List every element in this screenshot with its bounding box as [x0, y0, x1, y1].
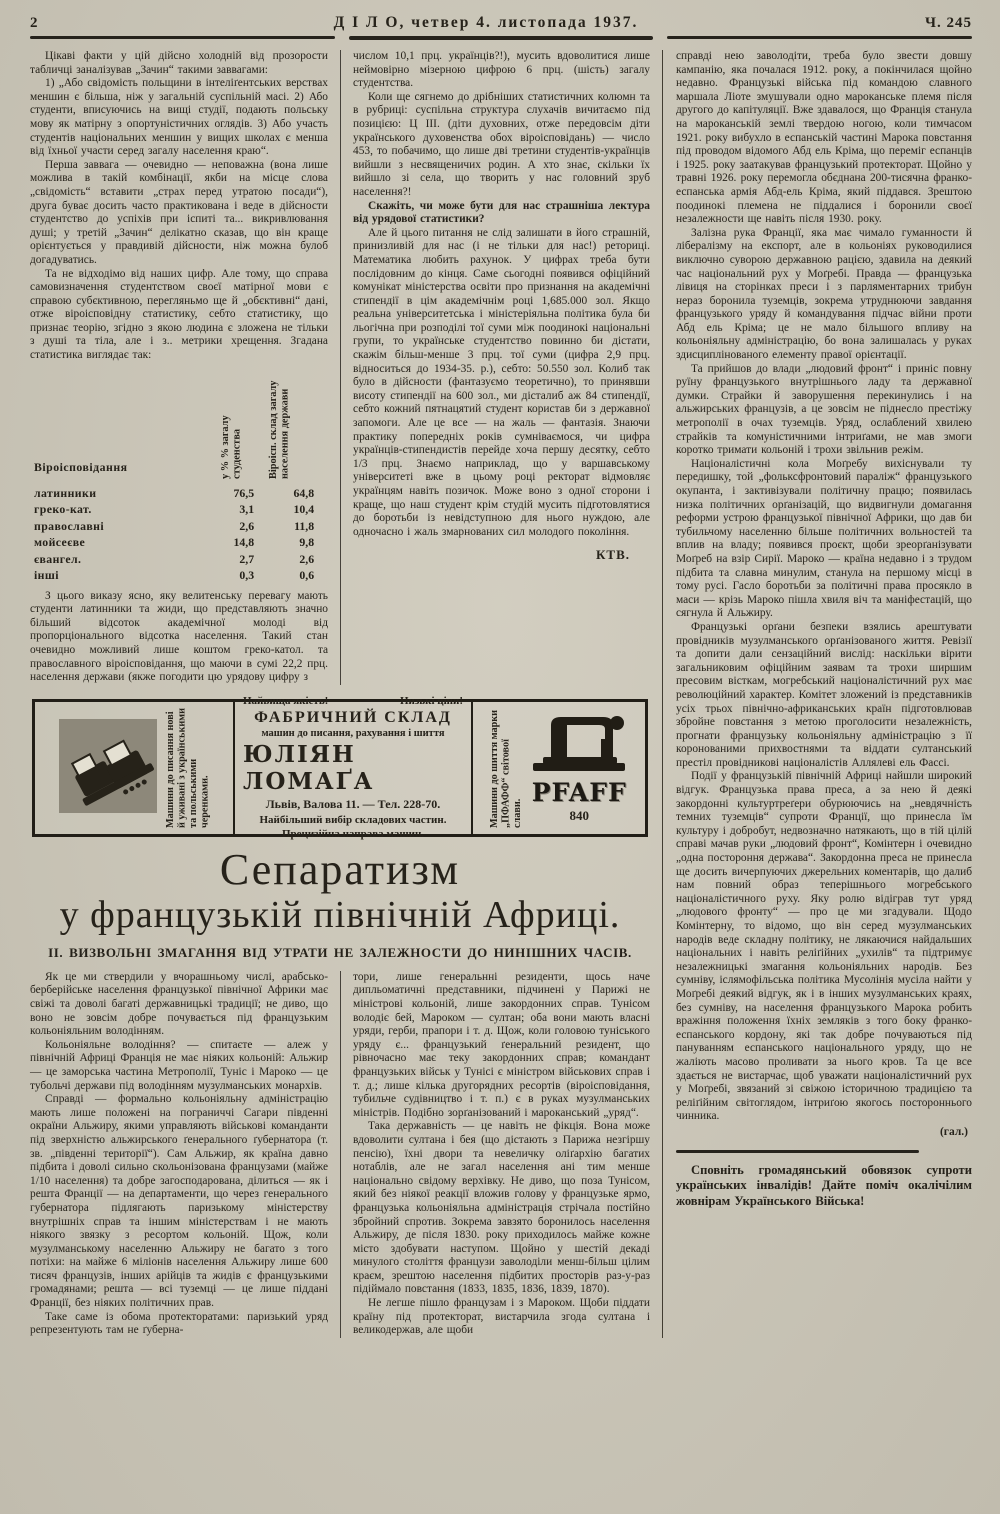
sewing-machine-icon — [529, 711, 629, 778]
table-header-row — [34, 371, 314, 479]
ad-prices-slogan: Низькі ціни! — [399, 695, 463, 708]
ad-title: ФАБРИЧНИЙ СКЛАД — [254, 709, 452, 727]
paragraph: Перша заввага — очевидно — неповажна (вона лише можлива в такій комбінації, якби на місце слова „свідомість“ вставити „страх перед утратою посади“), друга буває досить часто практикована і веде в дійсности студентство до успіхів при іспиті та... викривлювання душі; у третій „Зачин“ делікатно сказав, що він краще орієнтується у правдивій дійсности, ніж можна булоб догадуватись. — [30, 158, 328, 266]
paragraph: Така державність — це навіть не фікція. Вона може вдоволити султана і бея (що дістають з Парижа незгіршу пенсію), їхні двори та невеличку оліґархію багатих нотаблів, але не загал населення ані тим менше національно свідому верхівку. Не диво, що поза Тунісом, який без ніякої реакції вложив голову у французьке ярмо, французька кольоніяльна адміністрація стрічала постійно збройний спротив. Зокрема завзято боронилось населення Альжиру, де після 1830. року приходилось майже кожне місто здобувати наступом. Щойно у шестій декаді минулого століття французи заволоділи менш-більш цілим краєм, зрештою населення підбитих просторів раз-у-раз підіймало повстання (1833, 1835, 1836, 1839, 1870). — [353, 1120, 650, 1296]
paragraph: З цього виказу ясно, яку велитенську перевагу мають студенти латинники та жиди, що представляють значно більший відсоток академічної молоді від пропорціонального відсотка населення. Такий стан очевидно можливий лише коштом греко-катол. та православного віроісповідання, що маючи в сумі 22,2 прц. населення держави (якже погодити цю урядову цифру з — [30, 589, 328, 684]
paragraph: Французькі орґани безпеки взялись арештувати провідників музулманського орґанізованого життя. Ревізії та допити дали сензаційний вислід: наскільки вірити загальниковим офіційним заявам та трохи ширшим пресовим вісткам, могребський націоналістичний рух має революційний характер. Комітет зложений із представників усіх трьох північно-африканських країн підготовлював збройне повстання з метою проголосити незалежність, прогнати французьку кольоніяльну адміністрацію з її коронованими прихвостнями та віддати султанський престіл провідникові націоналістів Аллялеві ель Фассі. — [676, 620, 972, 769]
paragraph: Події у французькій північній Африці найшли широкий відгук. Французька права преса, а за нею й деякі закордонні культуртреґери обурюючись на „невдячність темних туземців“ супроти Франції, що принесла їм культуру і добробут, недвозначно натякають, що в тій цілій справі мачав руки „людовий фронт“, Комінтерн і очевидно „одна постороння держава“. Закордонна преса не принесла ще досить вичерпуючих джерельних коментарів, що далиб нам повний образ теперішнього могребського націоналістичного руху. Яку ролю відіграв тут уряд „людового фронту“ — про це ми згадували. Щодо Комінтерну, то відомо, що він серед музулманських народів веде складну політику, не лякаючися найдальших національних і навіть реліґійних „ухилів“ та підтримує незалежницькі змагання кольоніяльних народів. Без сумніву, іслямофільська політика Мусолінія мусіла найти у Моґребі деякий відгук, як і в інших музулманських краях, без сумніву, на населення французького Марока робить вражіння положення їхніх земляків з того боку франко-еспанського кордону, які так добре почуваються під пануванням еспанського національного уряду, що не жаліють масово проливати за нього кров. Та це все здається не вистарчає, щоб уважати націоналістичний рух у Моґребі, звязаний зі свіжою історичною традицією та реліґійним світоглядом, інтриґою якогось постороннього чинника. — [676, 770, 972, 1123]
page-number: 2 — [30, 15, 39, 31]
typewriter-icon — [57, 713, 161, 822]
ad-quality-slogan: Найвища якість! — [243, 695, 329, 708]
advertisement-box — [32, 695, 648, 841]
table-row — [34, 551, 314, 568]
row-population-value: 2,6 — [299, 551, 315, 566]
paragraph: Коли ще сягнемо до дрібніших статистичних колюмн та в рубриці: суспільна структура слухачів вичитаємо під позицією: Ц III. (діти духовних, отже передовсім діти українського духовенства обох віроісповідань) — число 453, то побачимо, що лише дві третини студентів-українців вийшли з несвященичих родин. А хто знає, скільки їх вийшло зі села, що творить у нас головний зруб населення?! — [353, 90, 650, 198]
separatism-article-column-2 — [340, 971, 650, 1338]
headline-line-2: у французькій північній Африці. — [59, 893, 621, 936]
header-rule — [30, 36, 972, 40]
paragraph: Цікаві факти у цій дійсно холодній від прозорости табличці заналізував „Зачин“ такими заввагами: — [30, 50, 328, 76]
paragraph: Справді — формально кольоніяльну адміністрацію мають лише положені на пограниччі Сагари південні окраїни Альжиру, якими управляють військові команданти під зверхністю альжирського ґенерального ґубернатора (т. зв. „південні території“). Сам Альжир, як країна давно підбита і доволі сильно скольонізована французами (майже 1/10 населення) та добре загосподарована, ділиться — як і решта Франції — на департаменти, що через генерального губернатора підлягають паризькому міністерству внутрішніх справ та іншим міністерствам і не мають ніякого звязку з ресортом кольоній. Щож, коли музулманському населенню Альжиру не багато з того потіхи: на майже 6 міліонів населення Альжиру лише 600 тисяч французів, інших арійців та жидів є французькими громадянами; решта — всі туземці — це лише піддані Франції, без ніяких політичних прав. — [30, 1093, 328, 1310]
paragraph: Таке саме із обома протекторатами: паризький уряд репрезентують там не ґуберна- — [30, 1310, 328, 1337]
table-row — [34, 534, 314, 551]
ad-typewriter-section — [35, 702, 233, 834]
paragraph: Та прийшов до влади „людовий фронт“ і приніс повну руїну французького внутрішнього ладу та державної думки. Страйки й заворушення перекинулись і на альжирських французів, а це зовсім не піднесло престіжу метрополії в очах туземців. Уряд, ослаблений хвилею страйків та комуністичними інтриґами, не мав змоги коротко тримати кольоній і трохи звільнив режім. — [676, 362, 972, 457]
row-population-value: 11,8 — [294, 518, 315, 533]
paragraph: Не легше пішло французам і з Мароком. Щоби піддати країну під протекторат, вистарчила згода султана і великодержав, але щоби — [353, 1297, 650, 1337]
article-subhead: ІІ. ВИЗВОЛЬНІ ЗМАГАННЯ ВІД УТРАТИ НЕ ЗАЛЕЖНОСТИ ДО НИНІШНИХ ЧАСІВ. — [48, 944, 632, 960]
ad-line-repair: Прецизійна направа машин. — [281, 828, 425, 841]
table-row — [34, 567, 314, 584]
table-row — [34, 518, 314, 535]
veterans-aid-notice — [676, 1163, 972, 1210]
row-students-value: 3,1 — [239, 502, 255, 517]
table-row — [34, 485, 314, 502]
row-label: євангел. — [34, 551, 82, 566]
paragraph: Як це ми ствердили у вчорашньому числі, арабсько-берберійське населення французької північної Африки має свіжі та доволі багаті державницькі традиції; не диво, що воно не зовсім добре почувається під французьким кольоніяльним володінням. — [30, 970, 328, 1038]
row-population-value: 0,6 — [299, 568, 315, 583]
table-header-confession: Віроісповідання — [34, 459, 128, 474]
table-header-students-share: у % % загалу студенства — [220, 415, 243, 479]
article-headline-block — [30, 844, 650, 961]
paragraph: Залізна рука Франції, яка має чимало гуманности й лібералізму на експорт, але в кольоніях руководилися виключно суворою державною рацією, здавила на деякий час національний рух у Моґребі. Правда — французька лівиця на сторінках преси і з парляментарних трибун нераз боронила туземців, зокрема утруднюючи завдання французького уряду й командування підчас війни проти Абд ель Кріма; це не мало більшого впливу на кольоніяльну адміністрацію, бо вона залишалась у руках здисциплінованого елементу правої орієнтації. — [676, 226, 972, 362]
statistics-article-column-2 — [340, 50, 650, 685]
row-students-value: 76,5 — [233, 485, 255, 500]
statistics-article — [30, 50, 650, 685]
ad-typewriter-vertical-text: Машини до писання нові й уживані з українськими та польськими черенками. — [165, 707, 211, 828]
row-population-value: 9,8 — [299, 535, 315, 550]
row-population-value: 64,8 — [293, 485, 315, 500]
statistics-article-column-1 — [30, 50, 340, 685]
paragraph: Кольоніяльне володіння? — спитаєте — алеж у північній Африці Франція не має ніяких кольоній: Альжир — це заморська частина Метрополії, Туніс і Мароко — це тубольчі держави під володінням музулманських монархів. — [30, 1038, 328, 1092]
notice-text: Сповніть громадянський обовязок супроти українських інвалідів! Дайте поміч окалічілим жовнірам Українського Війська! — [676, 1162, 972, 1208]
row-label: православні — [34, 518, 105, 533]
row-label: інші — [34, 568, 59, 583]
row-population-value: 10,4 — [293, 502, 315, 517]
confession-statistics-table — [34, 371, 314, 584]
separatism-article-column-3 — [662, 50, 972, 1338]
row-label: греко-кат. — [34, 502, 92, 517]
ad-subtitle: машин до писання, рахування і шиття — [261, 728, 445, 740]
paragraph: Але й цього питання не слід залишати в його страшній, принизливій для нас (і не тільки для нас!) реториці. Математика любить рахунок. У цифрах треба бути послідовним до кінця. Саме сьогодні появився офіційний комунікат міністерства освіти про признання на академічні стипендії в цім академічнім році 1,685.000 зол. Якщо реальна університетська і міністеріяльна політика була би льогічна при розподілі тої суми між поодинокі національні групи, то українське студентство повинно би дістати, скажім більш-менше 3 прц. тої суми (цифра 2,9 прц. відноситься до 1934-35. р.), себто: 50.550 зол. Колиб так було в дійсности (фантазуємо теоретично), то принявши висоту стипендії на 600 зол., ми дісталиб аж 84 стипендії, себто кожний пятнацятий студент користав би з державної запомоги. Але це все — на жаль — фантазія. Знаючи практику попередніх років сумніваємося, чи цифра українців-стипендистів перейде хоча першу десятку, себто 1/3 прц. Знаємо наприклад, що у варшавському університеті вже в цьому році ректорат відмовляє українцям навіть позичок. Може воно з одної сторони і краще, що наш студент крім студій мусить підготовлятися до боротьби із невідступною для нього нуждою, але одночасно і жаль змарнованих сил молодого покоління. — [353, 226, 650, 538]
ad-merchant-name: ЮЛІЯН ЛОМАҐА — [243, 741, 375, 796]
author-signature: КТВ. — [595, 547, 630, 563]
paragraph: Та не відходімо від наших цифр. Але тому, що справа самовизначення студентством своєї матірної мови є справою субєктивною, перегляньмо ще й „обєктивні“ дані, отже віроісповідну статистику, себто статистику, що признає теорію, згідно з якою людина є зложена не тільки з душі та тіла, але і з.. метрики хрещення. Згадана статистика виглядає так: — [30, 267, 328, 362]
pfaff-brand-logo: PFAFF — [531, 778, 627, 808]
ad-number: 840 — [569, 808, 589, 824]
paragraph: Націоналістичні кола Моґребу вихіснували ту передишку, той „фольксфронтовий параліж“ французького окупанта, і зактивізували політичну працю; появилась низка політичних орґанізацій, що видвигнули домагання реформи устрою французької північної Африки, що дав би тубильчому населенню більше політичних вольностей та вплив на владу; появився проєкт, щоби зреорґанізувати Моґреб на взір Сирії. Мароко — країна недавно і з трудом підбита та славна минулим, станула на першому місці в тому русі. Гасло боротьби за політичні права просякло в маси — крізь Мароко пішла хвиля віч та маніфестацій, що сягнула й Альжиру. — [676, 457, 972, 620]
paragraph: числом 10,1 прц. українців?!), мусить вдоволитися лише неймовірно мізерною цифрою 6 прц. (шість) загалу студентства. — [353, 50, 650, 90]
paragraph: справді нею заволодіти, треба було звести довшу кампанію, яка почалася 1912. року, а покінчилася щойно недавно. Французькі війська під командою славного маршала Ліоте змушували одно мароканське племя після другого до капітуляції. Вже здавалося, що Франція станула на мароканській землі твердою ногою, коли тимчасом 1921. року вибухло в еспанській частині Марока повстання під проводом відомого Абд ель Кріма, що переміг еспанців і 1925. року заатакував французький протекторат. Щойно у травні 1926. року перемогла обєднана 200-тисячна франко-еспанська армія Абд-ель Кріма, який піддався. Зрештою поодинокі племена не піддалися і боронили своєї незалежности ще навіть після 1930. року. — [676, 50, 972, 226]
row-students-value: 14,8 — [233, 535, 255, 550]
issue-number: Ч. 245 — [924, 15, 972, 31]
left-region — [30, 50, 662, 1338]
ad-pfaff-section — [473, 702, 645, 834]
paragraph: Скажіть, чи може бути для нас страшніша лектура від урядової статистики? — [353, 199, 650, 226]
row-label: латинники — [34, 485, 97, 500]
table-header-population-share: Віроісп. склад загалу населення держави — [268, 380, 291, 479]
paragraph: 1) „Або свідомість польщини в інтеліґентських верствах меншин є більша, ніж у загальній суспільній масі. 2) Або студенти, вписуючись на вищі студії, подають польську мову як матірну з опортуністичних оглядів. 3) Або участь студентів національних меншин у вищих школах є менша від їхньої участи серед загалу населення краю“. — [30, 77, 328, 158]
row-label: мойсеєве — [34, 535, 86, 550]
separatism-article — [30, 971, 650, 1338]
ad-line-parts: Найбільший вибір складових частин. — [259, 814, 447, 827]
notice-divider-rule — [676, 1150, 919, 1153]
headline-line-1: Сепаратизм — [219, 844, 461, 894]
author-signature: (гал.) — [939, 1125, 968, 1138]
ad-main-section — [233, 695, 473, 841]
row-students-value: 0,3 — [239, 568, 255, 583]
table-row — [34, 501, 314, 518]
page-header — [30, 14, 972, 32]
ad-pfaff-vertical-text: Машини до шиття марки „ПФАФФ“ світової слави. — [488, 709, 523, 828]
separatism-article-column-1 — [30, 971, 340, 1338]
masthead-title: Д І Л О, четвер 4. листопада 1937. — [333, 14, 639, 31]
paragraph: тори, лише генеральнні резиденти, щось наче дипльоматичні представники, підчинені у Парижі не міністрові кольоній, лише закордонних справ. Тунісом володіє бей, Мароком — султан; оба вони мають власні уряди, герби, прапори і т. д. Щож, коли головою туніського уряду є... французький ґенеральний резидент, що рівночасно має теку закордонних справ; командант французьких військ у Тунісі є міністром військових справ і т. д.; лише кілька другорядних ресортів (віроісповідання, тубильче судівництво і т. п.) є в руках музулманських міністрів. Подібно зорґанізований і мароканський „уряд“. — [353, 970, 650, 1119]
row-students-value: 2,6 — [239, 518, 255, 533]
row-students-value: 2,7 — [239, 551, 255, 566]
ad-address: Львів, Валова 11. — Тел. 228-70. — [265, 797, 441, 812]
